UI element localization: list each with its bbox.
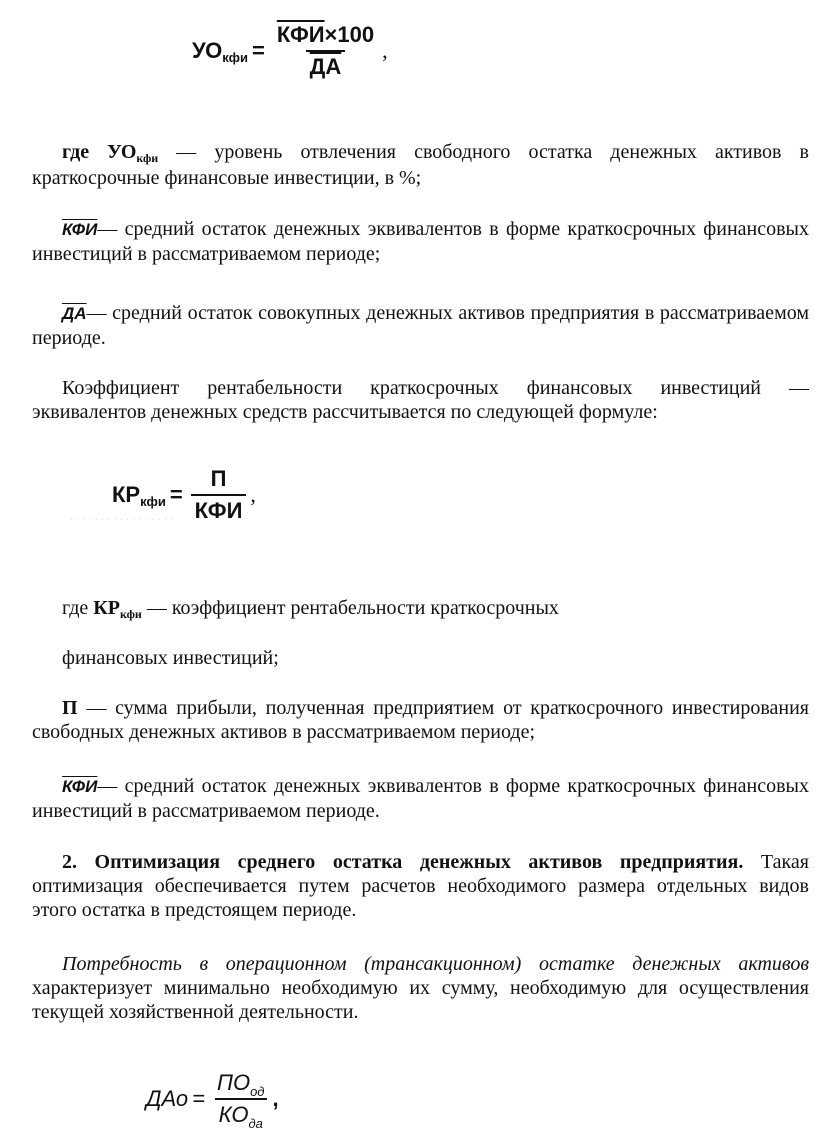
paragraph-text: финансовых инвестиций; bbox=[62, 647, 279, 669]
formula-tail: , bbox=[250, 482, 256, 507]
formula-equals: = bbox=[169, 482, 183, 507]
formula-denominator-main: КО bbox=[218, 1102, 249, 1127]
formula-numerator bbox=[273, 22, 378, 50]
definition-text: — уровень отвлечения свободного остатка денежных активов в краткосрочные финансовые инвестиции, в %; bbox=[32, 141, 809, 189]
definition-text: — коэффициент рентабельности краткосрочных bbox=[141, 597, 559, 619]
section-heading: 2. Оптимизация среднего остатка денежных активов предприятия. bbox=[62, 851, 744, 873]
definition-lead: где bbox=[62, 597, 94, 619]
definition-kfi-repeat bbox=[32, 774, 809, 823]
definition-term: П bbox=[62, 697, 78, 719]
formula-numerator: П bbox=[210, 466, 227, 491]
formula-lhs-sub: кфи bbox=[222, 49, 248, 65]
definition-term: ДА bbox=[62, 304, 87, 323]
formula-lhs-sub: кфи bbox=[140, 493, 166, 509]
definition-term: КР bbox=[93, 597, 120, 619]
scan-artifact: · · · · · · · · · · · · · · · · · bbox=[70, 516, 174, 523]
formula-numerator-term: КФИ bbox=[276, 22, 325, 47]
operational-balance-need bbox=[32, 952, 809, 1024]
definition-kfi bbox=[32, 217, 809, 266]
section-text: Такая оптимизация обеспечивается путем расчетов необходимого размера отдельных видов этого остатка в предстоящем периоде. bbox=[32, 851, 809, 921]
definition-text: — средний остаток денежных эквивалентов в форме краткосрочных финансовых инвестиций в рассматриваемом периоде; bbox=[32, 218, 809, 265]
paragraph-text: характеризует минимально необходимую их сумму, необходимую для осуществления текущей хозяйственной деятельности. bbox=[32, 977, 809, 1023]
formula-lhs: УО bbox=[192, 38, 223, 63]
formula-numerator-main: ПО bbox=[217, 1070, 251, 1095]
definition-text: — средний остаток денежных эквивалентов в форме краткосрочных финансовых инвестиций в рассматриваемом периоде. bbox=[32, 775, 809, 822]
formula-denominator bbox=[215, 1098, 267, 1131]
definition-lead-sub: кфи bbox=[136, 151, 159, 165]
definition-term-sub: кфи bbox=[119, 607, 142, 621]
intro-profitability-formula bbox=[32, 376, 809, 424]
italic-term: Потребность в операционном (трансакционном) остатке денежных активов bbox=[62, 953, 809, 975]
formula-uo-kfi bbox=[192, 22, 388, 80]
definition-text: — сумма прибыли, полученная предприятием от краткосрочного инвестирования свободных денежных активов в рассматриваемом периоде; bbox=[32, 697, 809, 743]
definition-term: КФИ bbox=[62, 777, 98, 796]
definition-p bbox=[32, 696, 809, 744]
formula-numerator-sub: од bbox=[250, 1084, 265, 1099]
definition-kr-kfi bbox=[32, 596, 809, 622]
formula-fraction bbox=[213, 1070, 268, 1131]
formula-lhs: КР bbox=[112, 482, 141, 507]
formula-numerator bbox=[213, 1070, 268, 1098]
definition-kr-kfi-continued bbox=[32, 646, 809, 670]
formula-lhs: ДАо bbox=[146, 1086, 189, 1111]
paragraph-text: Коэффициент рентабельности краткосрочных финансовых инвестиций — эквивалентов денежных средств рассчитывается по следующей формуле: bbox=[32, 377, 809, 423]
definition-uo-kfi bbox=[32, 140, 809, 190]
formula-tail: , bbox=[382, 38, 388, 63]
formula-denominator: КФИ bbox=[191, 494, 247, 524]
formula-denominator: ДА bbox=[306, 50, 346, 80]
formula-fraction bbox=[191, 466, 247, 524]
section-optimization bbox=[32, 850, 809, 922]
formula-equals: = bbox=[192, 1086, 206, 1111]
formula-numerator-rest: ×100 bbox=[324, 22, 375, 47]
definition-lead: где УО bbox=[62, 141, 137, 163]
formula-tail: , bbox=[272, 1086, 279, 1111]
definition-da bbox=[32, 301, 809, 350]
definition-term: КФИ bbox=[62, 220, 98, 239]
formula-denominator-sub: да bbox=[248, 1116, 263, 1131]
definition-text: — средний остаток совокупных денежных активов предприятия в рассматриваемом периоде. bbox=[32, 302, 809, 349]
formula-equals: = bbox=[251, 38, 265, 63]
formula-fraction bbox=[273, 22, 378, 80]
formula-dao bbox=[146, 1070, 279, 1131]
